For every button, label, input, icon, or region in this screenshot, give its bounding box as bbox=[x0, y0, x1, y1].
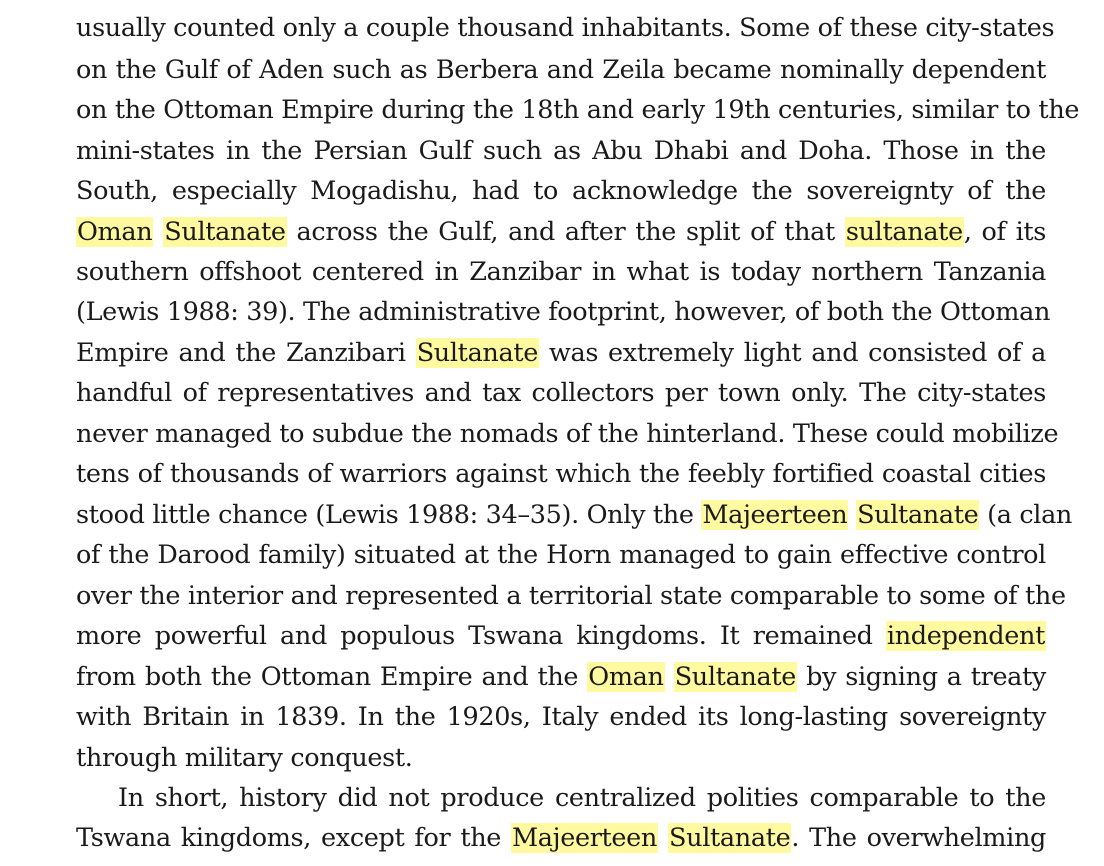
text-segment: was extremely light and consisted of a bbox=[539, 338, 1046, 368]
text-line bbox=[76, 738, 1046, 778]
text-segment: Tswana kingdoms, except for the bbox=[76, 823, 512, 853]
text-segment: handful of representatives and tax collectors per town only. The city-states bbox=[76, 378, 1046, 408]
highlighted-text: Sultanate bbox=[857, 500, 979, 530]
text-line bbox=[76, 252, 1046, 292]
text-segment: stood little chance (Lewis 1988: 34–35). Only the bbox=[76, 500, 702, 530]
text-line bbox=[76, 576, 1066, 616]
text-segment: . The overwhelming bbox=[791, 823, 1046, 853]
highlighted-text: Sultanate bbox=[674, 662, 796, 692]
text-line bbox=[76, 212, 1046, 252]
text-line bbox=[76, 657, 1046, 697]
text-segment: mini-states in the Persian Gulf such as Abu Dhabi and Doha. Those in the bbox=[76, 136, 1046, 166]
text-segment: In short, history did not produce centralized polities comparable to the bbox=[118, 783, 1046, 813]
text-segment: tens of thousands of warriors against which the feebly fortified coastal cities bbox=[76, 459, 1046, 489]
text-line bbox=[76, 414, 1059, 454]
text-segment: over the interior and represented a territorial state comparable to some of the bbox=[76, 581, 1066, 611]
highlighted-text: Sultanate bbox=[164, 217, 286, 247]
text-line bbox=[76, 616, 1046, 656]
text-line bbox=[76, 535, 1046, 575]
highlighted-text: Oman bbox=[77, 217, 153, 247]
text-segment: South, especially Mogadishu, had to acknowledge the sovereignty of the bbox=[76, 176, 1046, 206]
text-segment: from both the Ottoman Empire and the bbox=[76, 662, 588, 692]
highlighted-text: sultanate bbox=[845, 217, 963, 247]
text-segment bbox=[658, 823, 668, 853]
text-segment: (a clan bbox=[979, 500, 1073, 530]
text-segment bbox=[665, 662, 674, 692]
text-segment: southern offshoot centered in Zanzibar in what is today northern Tanzania bbox=[76, 257, 1046, 287]
highlighted-text: Oman bbox=[588, 662, 664, 692]
text-segment bbox=[153, 217, 163, 247]
text-line bbox=[76, 333, 1046, 373]
text-line bbox=[118, 778, 1046, 818]
text-segment: on the Gulf of Aden such as Berbera and Zeila became nominally dependent bbox=[76, 55, 1046, 85]
text-line bbox=[76, 131, 1046, 171]
highlighted-text: Majeerteen bbox=[512, 823, 657, 853]
highlighted-text: Sultanate bbox=[416, 338, 538, 368]
text-line bbox=[76, 373, 1046, 413]
text-segment: usually counted only a couple thousand inhabitants. Some of these city-states bbox=[76, 13, 1055, 43]
highlighted-text: Sultanate bbox=[669, 823, 791, 853]
text-segment: Empire and the Zanzibari bbox=[76, 338, 416, 368]
text-line bbox=[76, 292, 1051, 332]
highlighted-text: Majeerteen bbox=[702, 500, 848, 530]
text-segment: , of its bbox=[963, 217, 1047, 247]
text-segment: never managed to subdue the nomads of the hinterland. These could mobilize bbox=[76, 419, 1059, 449]
text-line bbox=[76, 454, 1046, 494]
text-line bbox=[76, 697, 1046, 737]
text-line bbox=[76, 8, 1055, 48]
text-line bbox=[76, 90, 1080, 130]
text-segment: (Lewis 1988: 39). The administrative footprint, however, of both the Ottoman bbox=[76, 297, 1051, 327]
text-segment: by signing a treaty bbox=[797, 662, 1046, 692]
text-line bbox=[76, 50, 1046, 90]
text-line bbox=[76, 171, 1046, 211]
text-line bbox=[76, 495, 1073, 535]
text-segment: across the Gulf, and after the split of that bbox=[286, 217, 845, 247]
highlighted-text: independent bbox=[886, 621, 1045, 651]
text-segment: through military conquest. bbox=[76, 743, 413, 773]
text-segment: with Britain in 1839. In the 1920s, Italy ended its long-lasting sovereignty bbox=[76, 702, 1046, 732]
text-segment: of the Darood family) situated at the Horn managed to gain effective control bbox=[76, 540, 1046, 570]
text-segment: on the Ottoman Empire during the 18th and early 19th centuries, similar to the bbox=[76, 95, 1080, 125]
text-segment bbox=[848, 500, 856, 530]
text-line bbox=[76, 818, 1046, 858]
text-segment: more powerful and populous Tswana kingdoms. It remained bbox=[76, 621, 886, 651]
